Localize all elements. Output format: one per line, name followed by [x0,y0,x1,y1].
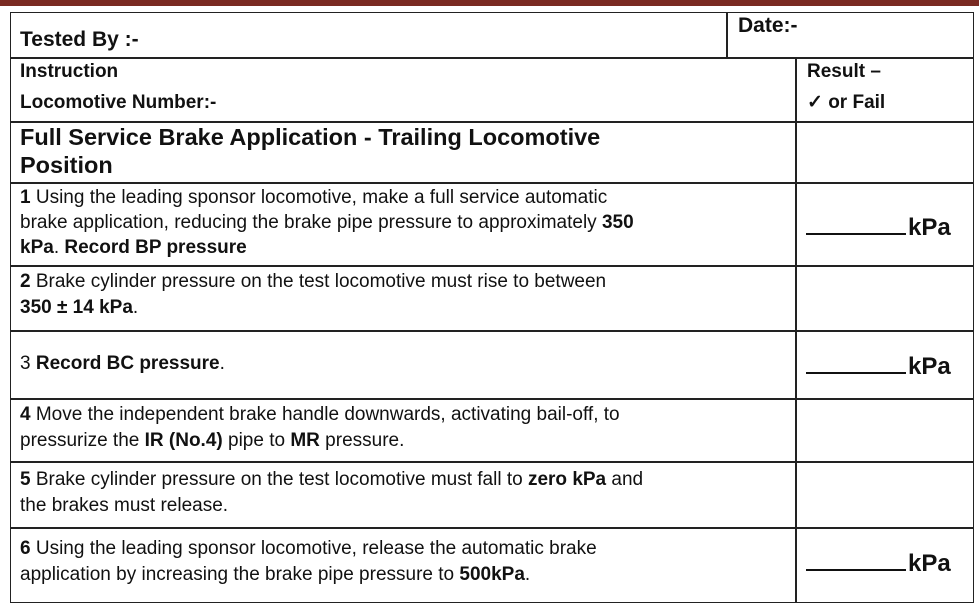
step-4-line2: pressurize the IR (No.4) pipe to MR pressure. [20,430,405,451]
step-number: 2 [20,271,31,292]
step-number: 4 [20,404,31,425]
step-6-line2: application by increasing the brake pipe pressure to 500kPa. [20,564,531,585]
test-sheet [10,6,974,601]
row-divider [10,527,974,529]
result-options: ✓ or Fail [807,92,886,113]
row-divider [10,265,974,267]
row-divider [10,182,974,184]
tested-by-label: Tested By :- [20,28,139,51]
step-number: 6 [20,538,31,559]
step-6-line1: 6 Using the leading sponsor locomotive, release the automatic brake [20,538,597,559]
step-5-line2: the brakes must release. [20,495,229,516]
step-5-line1: 5 Brake cylinder pressure on the test locomotive must fall to zero kPa and [20,469,644,490]
locomotive-number-label: Locomotive Number:- [20,92,217,113]
bc-pressure-entry[interactable]: kPa [806,350,951,381]
step-2-line2: 350 ± 14 kPa. [20,297,139,318]
step-2-line1: 2 Brake cylinder pressure on the test locomotive must rise to between [20,271,607,292]
step-1-line2: brake application, reducing the brake pipe pressure to approximately 350 [20,212,634,233]
section-title: Full Service Brake Application - Trailing Locomotive [20,124,601,150]
step-1-line1: 1 Using the leading sponsor locomotive, make a full service automatic [20,187,608,208]
bp-pressure-entry[interactable]: kPa [806,211,951,242]
row-divider [10,330,974,332]
step-3-line1: 3 Record BC pressure. [20,353,225,374]
instruction-label: Instruction [20,61,119,82]
step-number: 1 [20,187,31,208]
result-label: Result – [807,61,881,82]
date-label: Date:- [738,14,798,37]
entry-blank[interactable] [806,547,906,571]
step-1-line3: kPa. Record BP pressure [20,237,247,258]
section-title-line2: Position [20,152,113,178]
step-4-line1: 4 Move the independent brake handle downwards, activating bail-off, to [20,404,620,425]
entry-blank[interactable] [806,211,906,235]
step-number: 5 [20,469,31,490]
step-number: 3 [20,353,31,374]
row-divider [10,398,974,400]
release-pressure-entry[interactable]: kPa [806,547,951,578]
entry-blank[interactable] [806,350,906,374]
row-divider [10,461,974,463]
